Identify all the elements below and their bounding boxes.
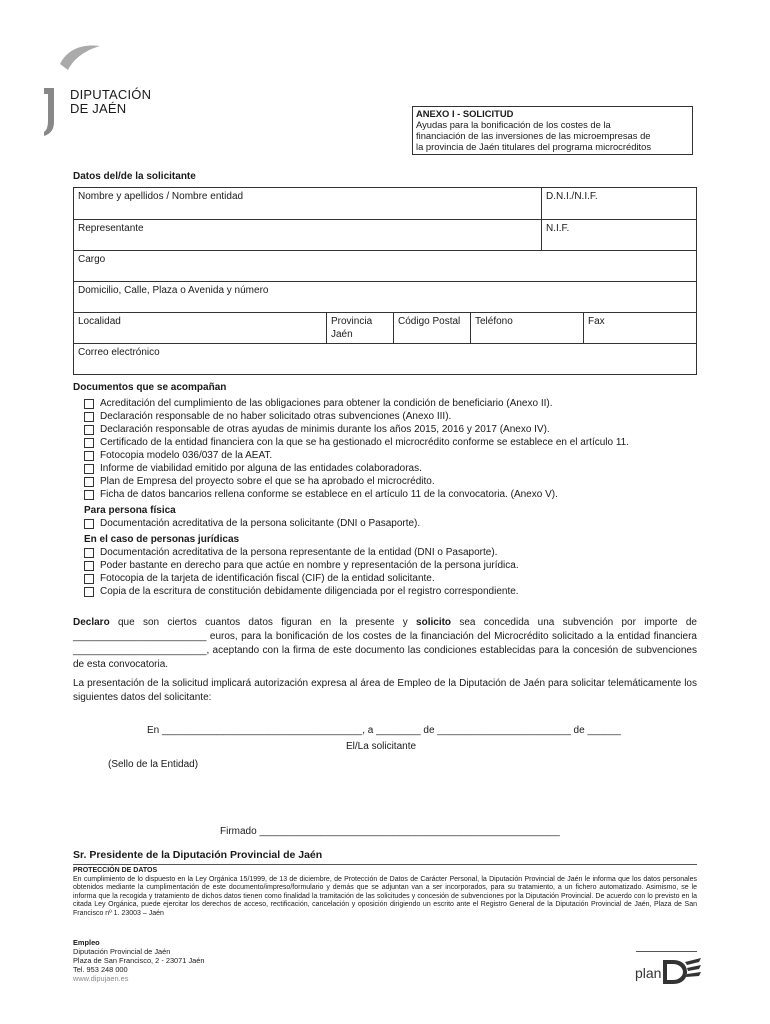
nif-field[interactable]: N.I.F. [541,220,696,250]
persona-fisica-title: Para persona física [84,505,176,516]
declaro-word: Declaro [73,617,110,628]
diputacion-logo [42,44,172,136]
anexo-line-2: financiación de las inversiones de las microempresas de [416,130,651,141]
anexo-title: ANEXO I - SOLICITUD [416,108,514,119]
checkbox[interactable] [84,548,94,558]
doc-item[interactable]: Documentación acreditativa de la persona representante de la entidad (DNI o Pasaporte). [84,546,629,559]
anexo-header-box [412,106,693,155]
footer-org: Diputación Provincial de Jaén [73,947,171,956]
datos-form-grid [73,187,697,375]
representante-field[interactable]: Representante [78,223,144,234]
doc-item[interactable]: Copia de la escritura de constitución debidamente diligenciada por el registro correspondiente. [84,585,629,598]
checkbox[interactable] [84,412,94,422]
checkbox[interactable] [84,399,94,409]
dni-field[interactable]: D.N.I./N.I.F. [541,188,696,219]
checkbox[interactable] [84,438,94,448]
doc-item[interactable]: Plan de Empresa del proyecto sobre el que se ha aprobado el microcrédito. [84,475,629,488]
footer-tel: Tel. 953 248 000 [73,965,128,974]
doc-item[interactable]: Declaración responsable de no haber solicitado otras subvenciones (Anexo III). [84,410,629,423]
logo-line-2: DE JAÉN [70,101,127,116]
doc-item[interactable]: Fotocopia de la tarjeta de identificación fiscal (CIF) de la entidad solicitante. [84,572,629,585]
divider [73,864,697,865]
doc-item[interactable]: Poder bastante en derecho para que actúe en nombre y representación de la persona jurídica. [84,559,629,572]
pland-d-icon [633,956,703,984]
localidad-field[interactable]: Localidad [78,316,121,327]
documentos-section-title: Documentos que se acompañan [73,382,227,393]
checkbox[interactable] [84,464,94,474]
codigo-postal-field[interactable]: Código Postal [393,313,470,343]
fax-field[interactable]: Fax [583,313,696,343]
proteccion-title: PROTECCIÓN DE DATOS [73,867,158,874]
proteccion-text: En cumplimiento de lo dispuesto en la Ley Orgánica 15/1999, de 13 de diciembre, de Protección de Datos de Carácter Personal, la Diputación Provincial de Jaén le informa que los datos personales obtenidos mediante la cumplimentación de este documento/impreso/formulario y demás que se adjuntan van a ser incorporados, para su tratamiento, a un fichero automatizado. Asimismo, se le informa que la recogida y tratamiento de dichos datos tienen como finalidad la tramitación de las solicitudes y concesión de subvenciones por la Diputación Provincial. De acuerdo con lo previsto en la citada Ley Orgánica, puede ejercitar los derechos de acceso, rectificación, cancelación y oposición dirigiendo un escrito ante el Registro General de la Diputación Provincial de Jaén, Plaza de San Francisco nº 1. 23003 – Jaén [73,875,697,917]
doc-item[interactable]: Acreditación del cumplimiento de las obligaciones para obtener la condición de beneficiario (Anexo II). [84,397,629,410]
firmado-line[interactable]: Firmado ______________________________________________________ [220,826,560,837]
autorizacion-paragraph: La presentación de la solicitud implicará autorización expresa al área de Empleo de la Diputación de Jaén para solicitar telemáticamente los siguientes datos del solicitante: [73,678,697,703]
proteccion-datos [73,867,697,919]
documentos-list [84,397,629,598]
footer-address: Plaza de San Francisco, 2 - 23071 Jaén [73,956,205,965]
datos-section-title: Datos del/de la solicitante [73,171,196,182]
doc-item[interactable]: Ficha de datos bancarios rellena conforme se establece en el artículo 11 de la convocatoria. (Anexo V). [84,488,629,501]
declaro-paragraph: Declaro que son ciertos cuantos datos figuran en la presente y solicito sea concedida una subvención por importe de ________________________ euros, para la bonificación de los costes de la financiación del Microcrédito solicitado a la entidad financiera ________________________, aceptando con la firma de este documento las condiciones establecidas para la concesión de subvenciones de esta convocatoria. [73,617,697,670]
checkbox[interactable] [84,519,94,529]
pland-logo [633,956,703,984]
nombre-field[interactable]: Nombre y apellidos / Nombre entidad [78,191,244,202]
checkbox[interactable] [84,477,94,487]
checkbox[interactable] [84,587,94,597]
checkbox[interactable] [84,574,94,584]
footer-web[interactable]: www.dipujaen.es [73,974,129,983]
logo-line-1: DIPUTACIÓN [70,87,152,102]
doc-item[interactable]: Certificado de la entidad financiera con la que se ha gestionado el microcrédito conforme se establece en el artículo 11. [84,436,629,449]
checkbox[interactable] [84,425,94,435]
telefono-field[interactable]: Teléfono [470,313,583,343]
checkbox[interactable] [84,561,94,571]
correo-field[interactable]: Correo electrónico [78,347,160,358]
checkbox[interactable] [84,451,94,461]
pland-divider [636,951,697,952]
checkbox[interactable] [84,490,94,500]
doc-item[interactable]: Fotocopia modelo 036/037 de la AEAT. [84,449,629,462]
sello-label: (Sello de la Entidad) [108,759,199,770]
provincia-label: Provincia [331,316,373,327]
doc-item[interactable]: Declaración responsable de otras ayudas de minimis durante los años 2015, 2016 y 2017 (Anexo IV). [84,423,629,436]
provincia-field[interactable] [326,313,393,343]
lugar-fecha-line[interactable]: En ____________________________________, a ________ de ________________________ de ______ [147,725,621,736]
anexo-line-3: la provincia de Jaén titulares del programa microcréditos [416,141,652,152]
footer-contact [73,938,204,983]
domicilio-field[interactable]: Domicilio, Calle, Plaza o Avenida y número [78,285,269,296]
destinatario: Sr. Presidente de la Diputación Provincial de Jaén [73,849,323,861]
provincia-value: Jaén [331,329,353,340]
solicito-word: solicito [416,617,452,628]
doc-item[interactable]: Documentación acreditativa de la persona solicitante (DNI o Pasaporte). [84,517,629,530]
solicitante-label: El/La solicitante [346,741,417,752]
cargo-field[interactable]: Cargo [78,254,106,265]
doc-item[interactable]: Informe de viabilidad emitido por alguna de las entidades colaboradoras. [84,462,629,475]
persona-juridica-title: En el caso de personas jurídicas [84,534,240,545]
pland-text: plan [635,965,662,981]
anexo-line-1: Ayudas para la bonificación de los costes de la [416,119,611,130]
footer-dept: Empleo [73,938,100,947]
